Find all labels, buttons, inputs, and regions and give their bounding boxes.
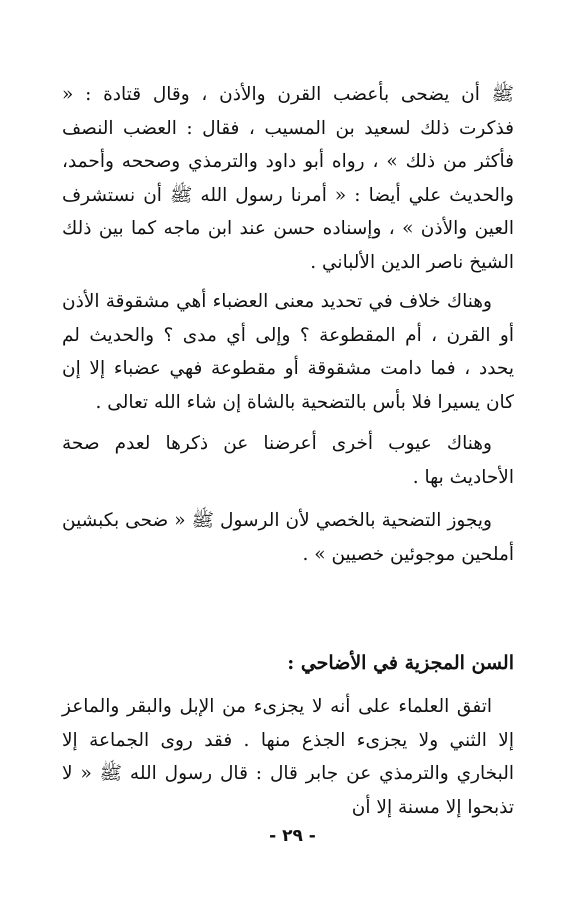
page-body [62, 78, 514, 818]
section-heading: السن المجزية في الأضاحي : [287, 652, 514, 674]
paragraph-adba-definition: وهناك خلاف في تحديد معنى العضباء أهي مشقوقة الأذن أو القرن ، أم المقطوعة ؟ وإلى أي مدى ؟ والحديث لم يحدد ، فما دامت مشقوقة أو مقطوعة فهي عضباء إلا إن كان يسيرا فلا بأس بالتضحية بالشاة إن شاء الله تعالى . [62, 291, 514, 413]
paragraph-age-requirement: اتفق العلماء على أنه لا يجزىء من الإبل والبقر والماعز إلا الثني ولا يجزىء الجذع منها . فقد روى الجماعة إلا البخاري والترمذي عن جابر قال : قال رسول الله ﷺ « لا تذبحوا إلا مسنة إلا أن [62, 696, 514, 818]
paragraph-other-defects: وهناك عيوب أخرى أعرضنا عن ذكرها لعدم صحة الأحاديث بها . [62, 433, 514, 488]
paragraph-udhiya-defects: ﷺ أن يضحى بأعضب القرن والأذن ، وقال قتادة : « فذكرت ذلك لسعيد بن المسيب ، فقال : العضب النصف فأكثر من ذلك » ، رواه أبو داود والترمذي وصححه وأحمد، والحديث علي أيضا : « أمرنا رسول الله ﷺ أن نستشرف العين والأذن » ، وإسناده حسن عند ابن ماجه كما بين ذلك الشيخ ناصر الدين الألباني . [62, 84, 514, 273]
page-number: - ٢٩ - [269, 826, 316, 846]
paragraph-castrated: ويجوز التضحية بالخصي لأن الرسول ﷺ « ضحى بكبشين أملحين موجوئين خصيين » . [62, 510, 514, 565]
